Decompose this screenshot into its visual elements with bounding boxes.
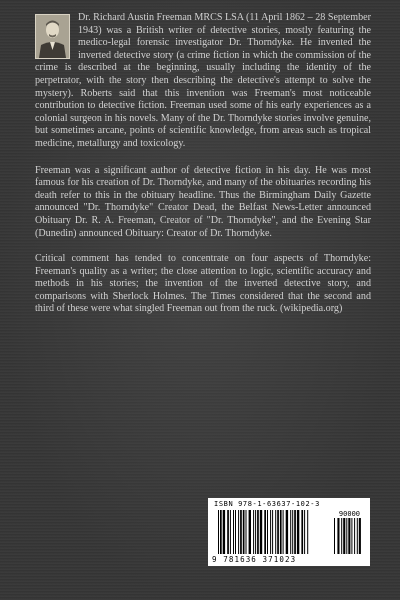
isbn-barcode: [208, 498, 370, 566]
bio-paragraph-2: Freeman was a significant author of detective fiction in his day. He was most famous for his creation of Dr. Thorndyke, and many of the obituaries recording his death refer to this in the obituary headline. Thus the Birmingham Daily Gazette announced "Dr. Thorndyke" Creator Dead, the Belfast News-Letter announced Obituary Dr. R. A. Freeman, Creator of "Dr. Thorndyke", and the Evening Star (Dunedin) announced Obituary: Creator of Dr. Thorndyke.: [35, 164, 371, 239]
barcode-digits: 9 781636 371023: [212, 555, 297, 564]
bio-paragraph-1: Dr. Richard Austin Freeman MRCS LSA (11 April 1862 – 28 September 1943) was a British writer of detective stories, mostly featuring the medico-legal forensic investigator Dr. Thorndyke. He invented the inverted detective story (a crime fiction in which the commission of the crime is described at the beginning, usually including the identity of the perpetrator, with the story then describing the detective's attempt to solve the mystery). Roberts said that this invention was Freeman's most noticeable contribution to detective fiction. Freeman used some of his early experiences as a colonial surgeon in his novels. Many of the Dr. Thorndyke stories involve genuine, but sometimes arcane, points of scientific knowledge, from areas such as tropical medicine, metallurgy and toxicology.: [35, 12, 371, 149]
price-code: 90000: [338, 510, 360, 518]
bio-paragraph-3: Critical comment has tended to concentrate on four aspects of Thorndyke: Freeman's quality as a writer; the close attention to logic, scientific accuracy and methods in his stories; the invention of the inverted detective story, and comparisons with Sherlock Holmes. The Times considered that the second and third of these were what singled Freeman out from the ruck. (wikipedia.org): [35, 253, 371, 315]
author-portrait-image: [35, 14, 70, 59]
author-bio: [35, 12, 371, 329]
barcode-bars: [216, 510, 362, 556]
isbn-label: ISBN 978-1-63637-102-3: [214, 500, 320, 508]
portrait-icon: [36, 15, 69, 58]
